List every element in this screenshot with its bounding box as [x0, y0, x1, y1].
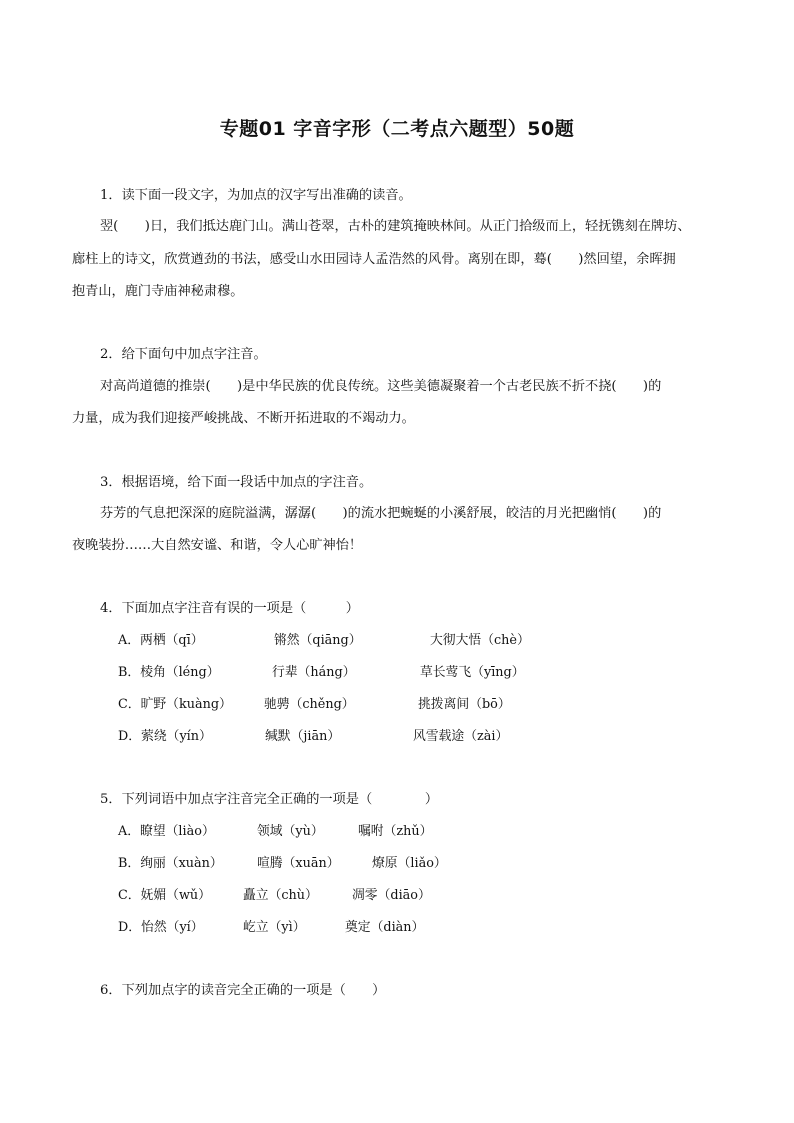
page-title: 专题01 字音字形（二考点六题型）50题: [219, 118, 575, 140]
question-1-text-line: 廊柱上的诗文，欣赏遒劲的书法，感受山水田园诗人孟浩然的风骨。离别在即，蓦( )然回望，余晖拥: [72, 252, 676, 267]
question-6-stem: 6．下列加点字的读音完全正确的一项是（ ）: [100, 983, 386, 998]
question-1-stem: 1．读下面一段文字，为加点的汉字写出准确的读音。: [100, 188, 412, 203]
question-4-option: 大彻大悟（chè）: [430, 633, 530, 648]
question-4-stem: 4．下面加点字注音有误的一项是（ ）: [100, 601, 359, 616]
question-4-option: 缄默（jiān）: [265, 729, 341, 744]
question-4-option: C．旷野（kuàng）: [118, 697, 232, 712]
question-5-option: 领域（yù）: [257, 824, 324, 839]
question-4-option: 草长莺飞（yīng）: [420, 665, 525, 680]
question-5-stem: 5．下列词语中加点字注音完全正确的一项是（ ）: [100, 792, 439, 807]
question-5-option: D．怡然（yí）: [118, 920, 204, 935]
question-2-text-line: 力量，成为我们迎接严峻挑战、不断开拓进取的不竭动力。: [72, 411, 415, 426]
question-4-option: B．棱角（léng）: [118, 665, 220, 680]
question-1-text-line: 抱青山，鹿门寺庙神秘肃穆。: [72, 284, 244, 299]
question-4-option: D．萦绕（yín）: [118, 729, 212, 744]
question-3-text-line: 夜晚装扮……大自然安谧、和谐，令人心旷神怡！: [72, 538, 363, 553]
question-5-option: 奠定（diàn）: [345, 920, 425, 935]
question-4-option: 行辈（háng）: [272, 665, 356, 680]
question-2-text-line: 对高尚道德的推崇( )是中华民族的优良传统。这些美德凝聚着一个古老民族不折不挠( )的: [100, 379, 662, 394]
question-4-option: A．两栖（qī）: [118, 633, 204, 648]
question-5-option: B．绚丽（xuàn）: [118, 856, 223, 871]
question-5-option: 矗立（chù）: [243, 888, 318, 903]
question-5-option: 喧腾（xuān）: [257, 856, 340, 871]
question-5-option: 嘱咐（zhǔ）: [358, 824, 433, 839]
question-4-option: 驰骋（chěng）: [264, 697, 355, 712]
question-3-stem: 3．根据语境，给下面一段话中加点的字注音。: [100, 475, 373, 490]
question-5-option: 屹立（yì）: [243, 920, 306, 935]
question-4-option: 风雪载途（zài）: [413, 729, 509, 744]
question-5-option: C．妩媚（wǔ）: [118, 888, 211, 903]
question-5-option: 凋零（diāo）: [352, 888, 431, 903]
question-4-option: 挑拨离间（bō）: [418, 697, 511, 712]
question-4-option: 锵然（qiāng）: [274, 633, 362, 648]
question-1-text-line: 翌( )日，我们抵达鹿门山。满山苍翠，古朴的建筑掩映林间。从正门拾级而上，轻抚镌刻在牌坊、: [100, 219, 691, 234]
question-5-option: A．瞭望（liào）: [118, 824, 215, 839]
question-3-text-line: 芬芳的气息把深深的庭院溢满，潺潺( )的流水把蜿蜒的小溪舒展，皎洁的月光把幽悄( )的: [100, 506, 662, 521]
question-5-option: 燎原（liǎo）: [372, 856, 447, 871]
question-2-stem: 2．给下面句中加点字注音。: [100, 347, 267, 362]
